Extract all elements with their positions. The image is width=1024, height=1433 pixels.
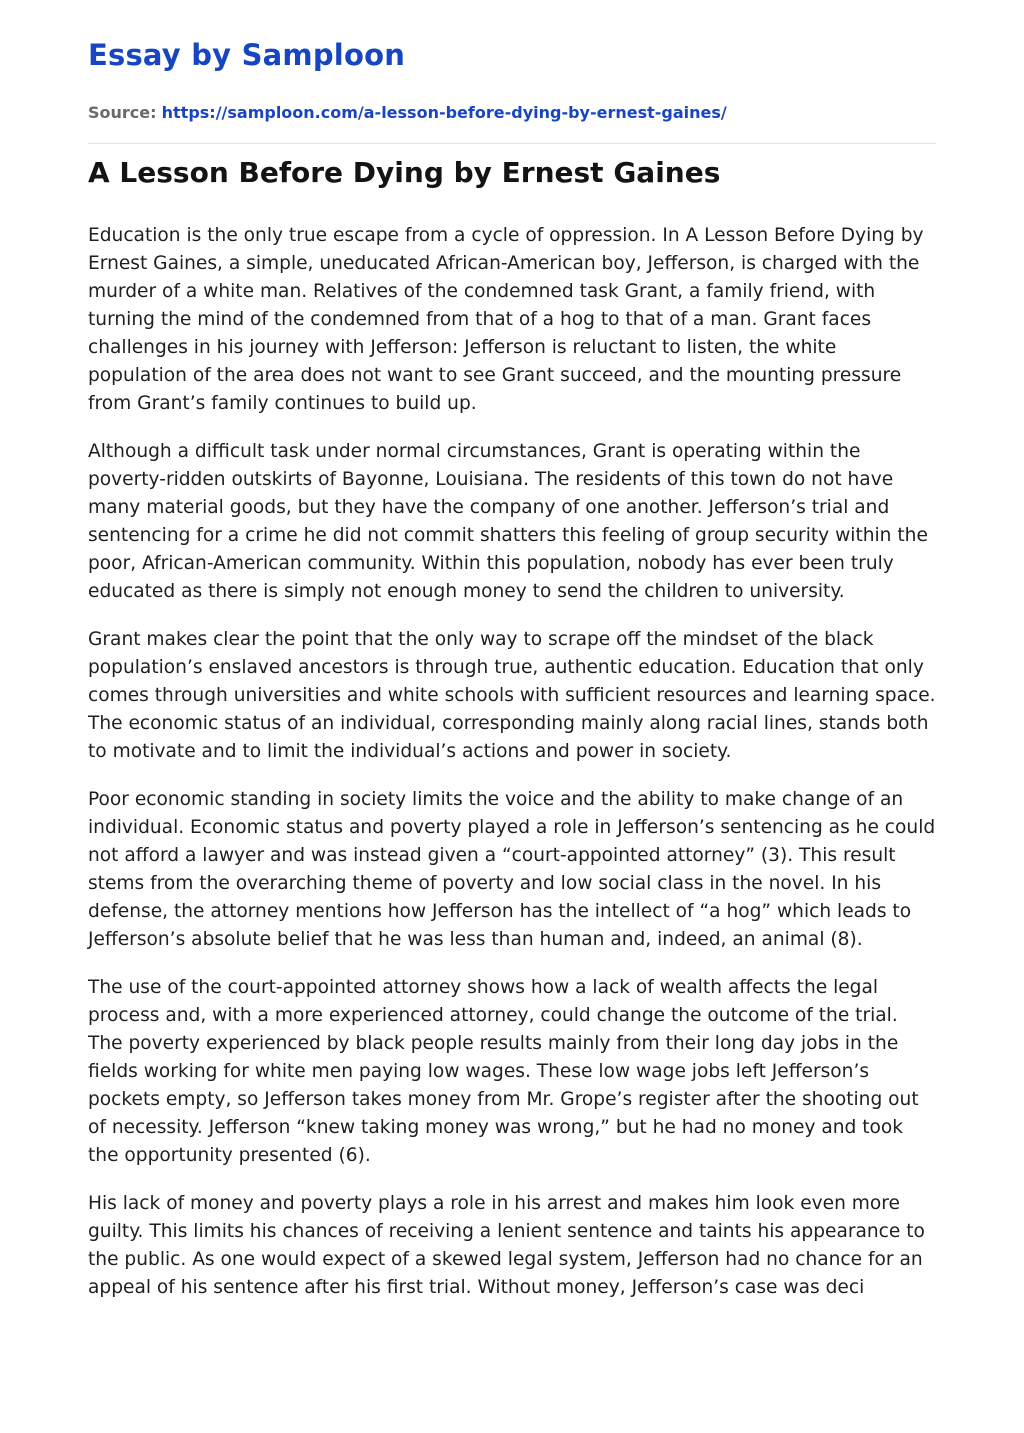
essay-paragraph-5: The use of the court-appointed attorney shows how a lack of wealth affects the legal process and, with a more experienced attorney, could change the outcome of the trial. The poverty experienced by black people results mainly from their long day jobs in the fields working for white men paying low wages. These low wage jobs left Jefferson’s pockets empty, so Jefferson takes money from Mr. Grope’s register after the shooting out of necessity. Jefferson “knew taking money was wrong,” but he had no money and took the opportunity presented (6). xyxy=(88,977,919,1166)
essay-body xyxy=(88,222,936,1322)
site-brand[interactable]: Essay by Samploon xyxy=(88,38,406,72)
essay-paragraph-2: Although a difficult task under normal circumstances, Grant is operating within the poverty-ridden outskirts of Bayonne, Louisiana. The residents of this town do not have many material goods, but they have the company of one another. Jefferson’s trial and sentencing for a crime he did not commit shatters this feeling of group security within the poor, African-American community. Within this population, nobody has ever been truly educated as there is simply not enough money to send the children to university. xyxy=(88,441,928,602)
source-link[interactable]: https://samploon.com/a-lesson-before-dying-by-ernest-gaines/ xyxy=(161,103,727,122)
essay-paragraph-4: Poor economic standing in society limits the voice and the ability to make change of an individual. Economic status and poverty played a role in Jefferson’s sentencing as he could not afford a lawyer and was instead given a “court-appointed attorney” (3). This result stems from the overarching theme of poverty and low social class in the novel. In his defense, the attorney mentions how Jefferson has the intellect of “a hog” which leads to Jefferson’s absolute belief that he was less than human and, indeed, an animal (8). xyxy=(88,789,936,950)
essay-title: A Lesson Before Dying by Ernest Gaines xyxy=(88,156,721,189)
source-label: Source: xyxy=(88,103,157,122)
essay-paragraph-1: Education is the only true escape from a cycle of oppression. In A Lesson Before Dying by Ernest Gaines, a simple, uneducated African-American boy, Jefferson, is charged with the murder of a white man. Relatives of the condemned task Grant, a family friend, with turning the mind of the condemned from that of a hog to that of a man. Grant faces challenges in his journey with Jefferson: Jefferson is reluctant to listen, the white population of the area does not want to see Grant succeed, and the mounting pressure from Grant’s family continues to build up. xyxy=(88,225,924,414)
source-line xyxy=(88,103,727,122)
header-divider xyxy=(88,143,936,144)
essay-paragraph-3: Grant makes clear the point that the only way to scrape off the mindset of the black population’s enslaved ancestors is through true, authentic education. Education that only comes through universities and white schools with sufficient resources and learning space. The economic status of an individual, corresponding mainly along racial lines, stands both to motivate and to limit the individual’s actions and power in society. xyxy=(88,629,936,762)
essay-paragraph-6: His lack of money and poverty plays a role in his arrest and makes him look even more guilty. This limits his chances of receiving a lenient sentence and taints his appearance to the public. As one would expect of a skewed legal system, Jefferson had no chance for an appeal of his sentence after his first trial. Without money, Jefferson’s case was deci xyxy=(88,1193,925,1298)
